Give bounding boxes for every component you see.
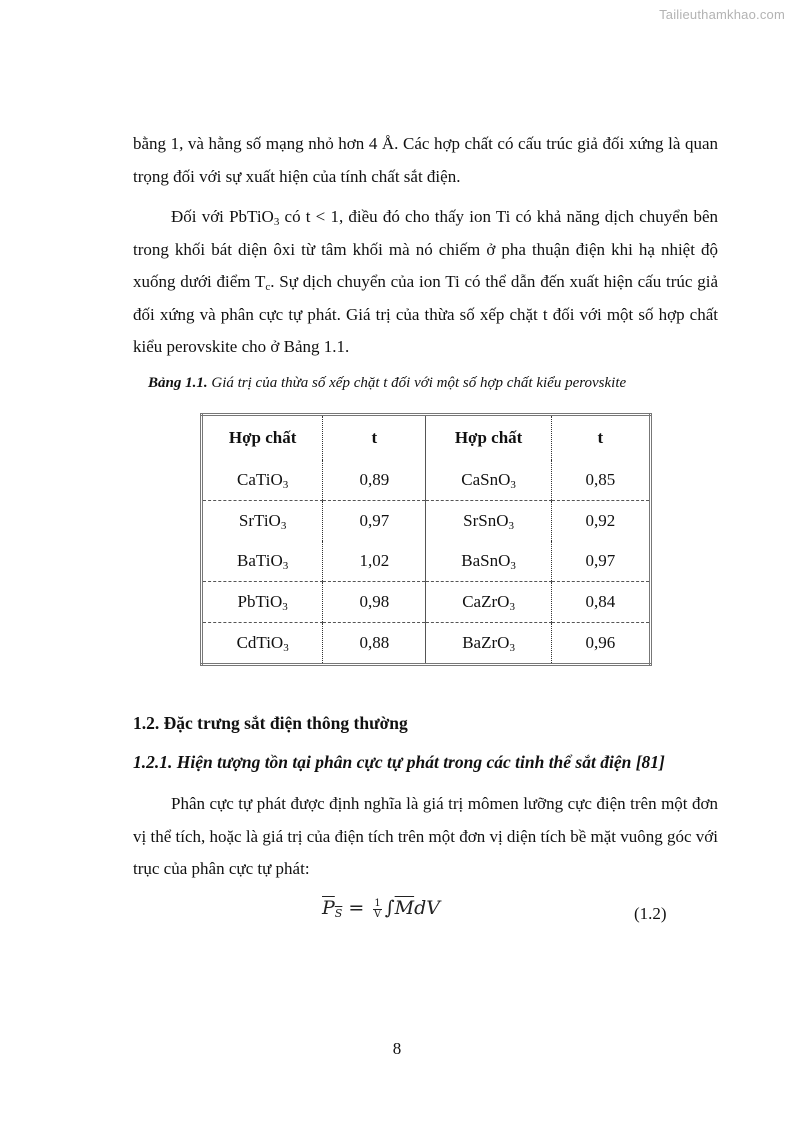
page-number: 8 bbox=[392, 1039, 402, 1058]
compound-cell: SrTiO$_3$ bbox=[202, 501, 323, 542]
table-row bbox=[202, 623, 651, 665]
paragraph-1: bằng 1, và hằng số mạng nhỏ hơn 4 Å. Các hợp chất có cấu trúc giả đối xứng là quan trọng đối với sự xuất hiện của tính chất sắt điện. bbox=[133, 134, 718, 186]
t-value-cell: 0,88 bbox=[323, 623, 426, 665]
compound-cell: BaZrO$_3$ bbox=[426, 623, 551, 665]
compound-cell: CaSnO$_3$ bbox=[426, 460, 551, 501]
compound-cell: CaTiO$_3$ bbox=[202, 460, 323, 501]
t-value-cell: 0,97 bbox=[585, 551, 616, 570]
table-header-row bbox=[202, 415, 651, 461]
t-value-cell: 0,89 bbox=[323, 460, 426, 501]
paragraph-2: Đối với PbTiO$_3$ có t < 1, điều đó cho thấy ion Ti có khả năng dịch chuyển bên trong khối bát diện ôxi từ tâm khối mà nó chiếm ở pha thuận điện khi hạ nhiệt độ xuống dưới điểm $T_c$. Sự dịch chuyển của ion Ti có thể dẫn đến xuất hiện cấu trúc giả đối xứng và phân cực tự phát. Giá trị của thừa số xếp chặt t đối với một số hợp chất kiểu perovskite cho ở Bảng 1.1. bbox=[133, 207, 718, 356]
table-row bbox=[202, 501, 651, 542]
section-heading: 1.2. Đặc trưng sắt điện thông thường bbox=[133, 713, 408, 733]
table-row bbox=[202, 460, 651, 501]
table-header-cell: Hợp chất bbox=[426, 415, 551, 461]
compound-cell: PbTiO$_3$ bbox=[202, 582, 323, 623]
t-value-cell: 0,97 bbox=[323, 501, 426, 542]
equation-number: (1.2) bbox=[634, 904, 667, 923]
table-row bbox=[202, 541, 651, 582]
equation-fraction: $\frac{1}{V}$ bbox=[373, 897, 382, 920]
equation-equals: = bbox=[342, 897, 371, 919]
table-header-cell: t bbox=[597, 428, 604, 447]
watermark: Tailieuthamkhao.com bbox=[659, 7, 785, 22]
table-header-cell: Hợp chất bbox=[202, 415, 323, 461]
caption-label: Bảng 1.1. bbox=[148, 375, 208, 391]
t-value-cell: 0,98 bbox=[323, 582, 426, 623]
table-header-cell: t bbox=[323, 415, 426, 461]
subsection-heading: 1.2.1. Hiện tượng tồn tại phân cực tự phát trong các tinh thể sắt điện [81] bbox=[133, 752, 665, 772]
compound-cell: BaTiO$_3$ bbox=[202, 541, 323, 582]
table-caption bbox=[148, 375, 626, 392]
equation-integral: ∫ bbox=[384, 897, 395, 919]
compound-cell: CdTiO$_3$ bbox=[202, 623, 323, 665]
table-row bbox=[202, 582, 651, 623]
t-value-cell: 0,96 bbox=[551, 623, 650, 665]
caption-text: Giá trị của thừa số xếp chặt t đối với một số hợp chất kiểu perovskite bbox=[207, 375, 627, 391]
t-value-cell: 0,84 bbox=[551, 582, 650, 623]
compound-cell: CaZrO$_3$ bbox=[426, 582, 551, 623]
t-value-cell: 0,92 bbox=[551, 501, 650, 542]
t-value-cell: 0,85 bbox=[585, 470, 616, 489]
compound-cell: SrSnO$_3$ bbox=[426, 501, 551, 542]
equation-lhs: $P_S$ bbox=[322, 897, 343, 920]
paragraph-3: Phân cực tự phát được định nghĩa là giá trị mômen lưỡng cực điện trên một đơn vị thể tích, hoặc là giá trị của điện tích trên một đơn vị diện tích bề mặt vuông góc với trục của phân cực tự phát: bbox=[133, 794, 718, 878]
perovskite-table bbox=[200, 413, 652, 666]
equation-differential: dV bbox=[414, 897, 440, 919]
compound-cell: BaSnO$_3$ bbox=[426, 541, 551, 582]
equation-vector: $\overline{M}$ bbox=[394, 897, 415, 919]
equation bbox=[322, 897, 440, 920]
t-value-cell: 1,02 bbox=[323, 541, 426, 582]
